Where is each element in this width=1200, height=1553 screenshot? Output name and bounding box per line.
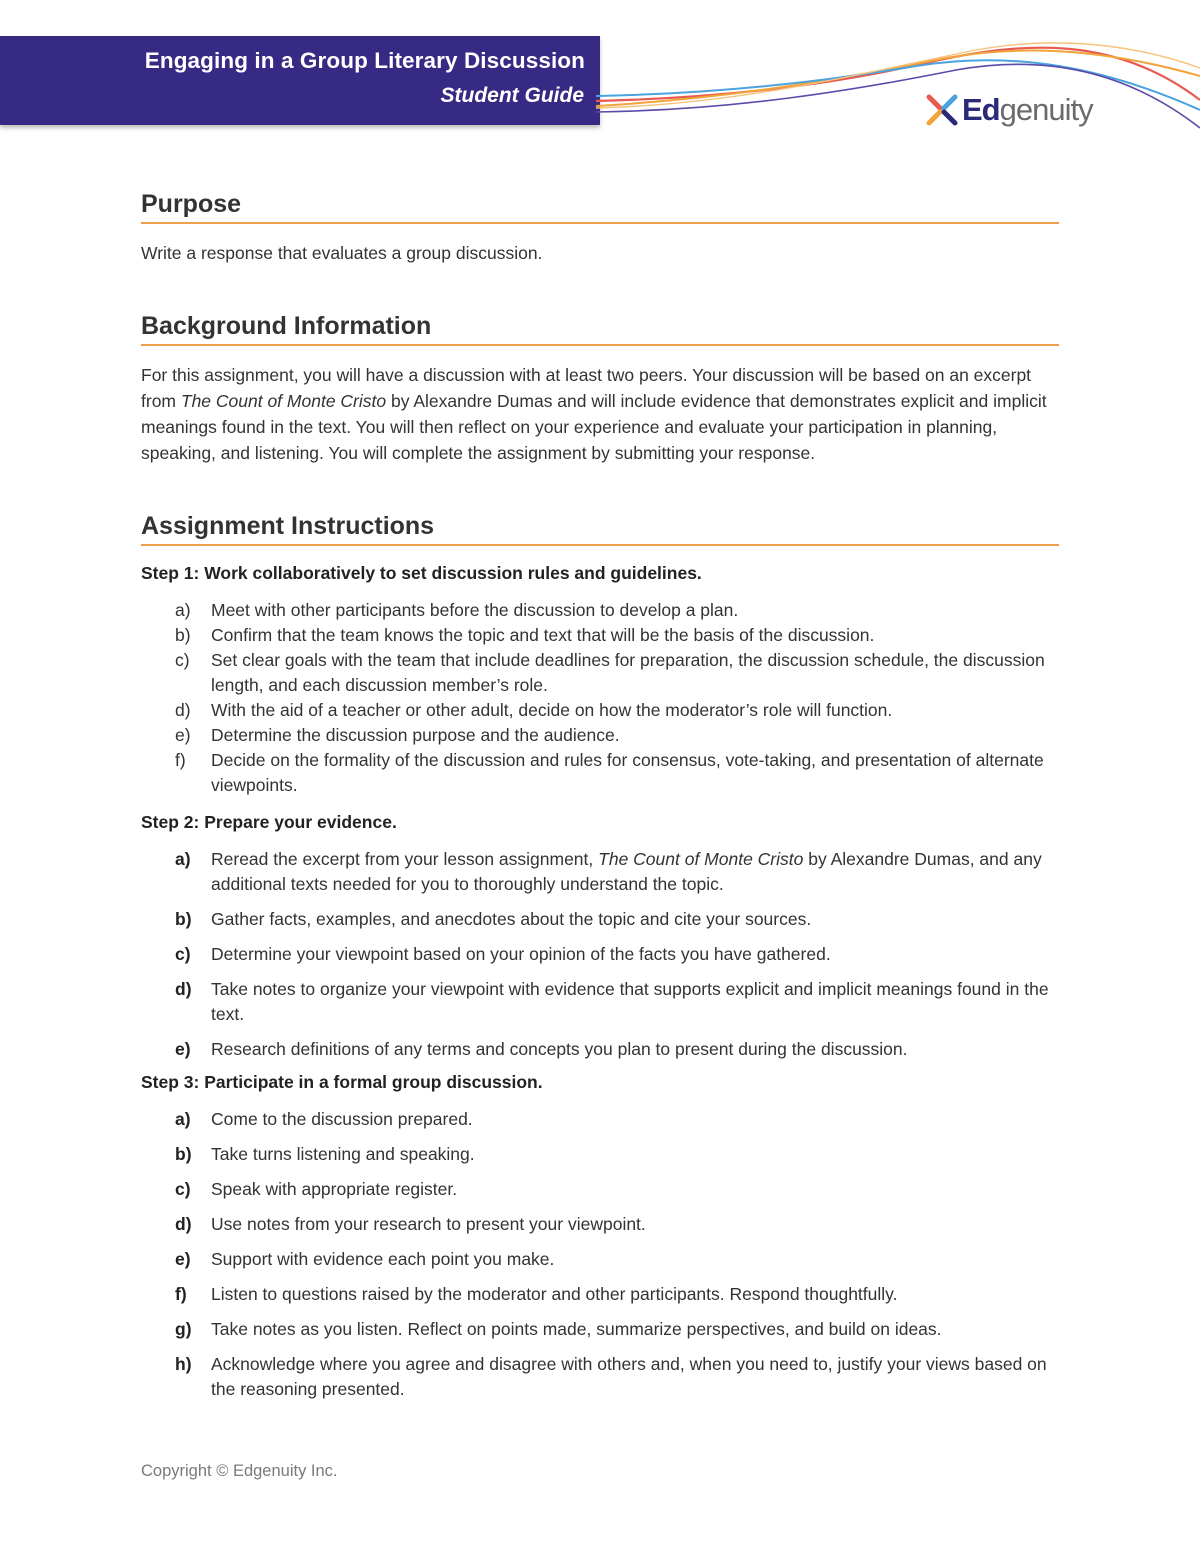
logo-wordmark: Edgenuity bbox=[962, 92, 1093, 127]
list-item bbox=[141, 1107, 1059, 1132]
document-body bbox=[141, 190, 1059, 1412]
book-title: The Count of Monte Cristo bbox=[598, 849, 804, 869]
list-item-text: Research definitions of any terms and concepts you plan to present during the discussion. bbox=[211, 1039, 908, 1059]
list-item-marker: f) bbox=[175, 1284, 187, 1304]
document-title: Engaging in a Group Literary Discussion bbox=[144, 48, 585, 73]
step3-heading: Step 3: Participate in a formal group discussion. bbox=[141, 1072, 543, 1092]
list-item-text: Take notes as you listen. Reflect on points made, summarize perspectives, and build on ideas. bbox=[211, 1319, 942, 1339]
assignment-heading: Assignment Instructions bbox=[141, 512, 1059, 546]
list-item bbox=[141, 623, 1059, 648]
list-item-text: With the aid of a teacher or other adult, decide on how the moderator’s role will function. bbox=[211, 700, 893, 720]
list-item-marker: g) bbox=[175, 1319, 192, 1339]
list-item-marker: b) bbox=[175, 1144, 192, 1164]
list-item bbox=[141, 723, 1059, 748]
list-item-marker: c) bbox=[175, 944, 191, 964]
list-item-text: Support with evidence each point you make. bbox=[211, 1249, 555, 1269]
step2-list bbox=[141, 847, 1059, 897]
list-item-marker: b) bbox=[175, 909, 192, 929]
list-item bbox=[141, 1142, 1059, 1167]
list-item-text: Meet with other participants before the discussion to develop a plan. bbox=[211, 600, 739, 620]
step2-list-rest bbox=[141, 907, 1059, 1062]
list-item bbox=[141, 698, 1059, 723]
list-item-marker: e) bbox=[175, 1249, 191, 1269]
list-item-text: Gather facts, examples, and anecdotes about the topic and cite your sources. bbox=[211, 909, 812, 929]
list-item-text: Listen to questions raised by the moderator and other participants. Respond thoughtfully. bbox=[211, 1284, 898, 1304]
list-item-text: Use notes from your research to present your viewpoint. bbox=[211, 1214, 646, 1234]
list-item bbox=[141, 1352, 1059, 1402]
list-item-text: Come to the discussion prepared. bbox=[211, 1109, 473, 1129]
list-item-marker: c) bbox=[175, 1179, 191, 1199]
list-item-marker: e) bbox=[175, 1039, 191, 1059]
list-item-marker: a) bbox=[175, 1109, 191, 1129]
list-item-text: Confirm that the team knows the topic and text that will be the basis of the discussion. bbox=[211, 625, 875, 645]
background-text: For this assignment, you will have a discussion with at least two peers. Your discussion will be based on an excerpt from The Count of Monte Cristo by Alexandre Dumas and will include evidence that demonstrates explicit and implicit meanings found in the text. You will then reflect on your experience and evaluate your participation in planning, speaking, and listening. You will complete the assignment by submitting your response. bbox=[141, 365, 1047, 463]
list-item-marker: c) bbox=[175, 650, 190, 670]
purpose-text: Write a response that evaluates a group discussion. bbox=[141, 243, 543, 263]
list-item bbox=[141, 1282, 1059, 1307]
list-item-text: Acknowledge where you agree and disagree with others and, when you need to, justify your views based on the reasoning presented. bbox=[211, 1354, 1047, 1399]
list-item-marker: d) bbox=[175, 700, 191, 720]
list-item bbox=[141, 977, 1059, 1027]
list-item bbox=[141, 1037, 1059, 1062]
header-band bbox=[0, 36, 600, 125]
copyright-footer: Copyright © Edgenuity Inc. bbox=[141, 1462, 338, 1480]
decorative-waves bbox=[596, 28, 1200, 138]
list-item-text: Take notes to organize your viewpoint with evidence that supports explicit and implicit meanings found in the text. bbox=[211, 979, 1049, 1024]
list-item bbox=[141, 1247, 1059, 1272]
list-item-marker: d) bbox=[175, 1214, 192, 1234]
list-item bbox=[141, 748, 1059, 798]
background-heading: Background Information bbox=[141, 312, 1059, 346]
list-item bbox=[141, 1317, 1059, 1342]
list-item-marker: f) bbox=[175, 750, 186, 770]
book-title: The Count of Monte Cristo bbox=[180, 391, 387, 411]
list-item-text: Determine your viewpoint based on your opinion of the facts you have gathered. bbox=[211, 944, 831, 964]
list-item bbox=[141, 1212, 1059, 1237]
list-item-marker: e) bbox=[175, 725, 191, 745]
list-item-marker: d) bbox=[175, 979, 192, 999]
list-item-text: Set clear goals with the team that include deadlines for preparation, the discussion schedule, the discussion length, and each discussion member’s role. bbox=[211, 650, 1045, 695]
document-subtitle: Student Guide bbox=[440, 84, 584, 107]
list-item-text: Determine the discussion purpose and the audience. bbox=[211, 725, 620, 745]
purpose-heading: Purpose bbox=[141, 190, 1059, 224]
edgenuity-logo bbox=[926, 88, 1093, 132]
list-item-text: Take turns listening and speaking. bbox=[211, 1144, 475, 1164]
step2-heading: Step 2: Prepare your evidence. bbox=[141, 812, 397, 832]
list-item bbox=[141, 1177, 1059, 1202]
list-item bbox=[141, 907, 1059, 932]
step3-list bbox=[141, 1107, 1059, 1402]
list-item-text: Speak with appropriate register. bbox=[211, 1179, 458, 1199]
edgenuity-x-icon bbox=[926, 94, 958, 126]
step1-list bbox=[141, 598, 1059, 798]
list-item-marker: h) bbox=[175, 1354, 192, 1374]
list-item bbox=[141, 648, 1059, 698]
list-item-marker: a) bbox=[175, 600, 191, 620]
step1-heading: Step 1: Work collaboratively to set discussion rules and guidelines. bbox=[141, 563, 702, 583]
list-item-text: Decide on the formality of the discussion and rules for consensus, vote-taking, and presentation of alternate viewpoints. bbox=[211, 750, 1044, 795]
list-item bbox=[141, 598, 1059, 623]
list-item bbox=[141, 942, 1059, 967]
list-item: a) Reread the excerpt from your lesson assignment, The Count of Monte Cristo by Alexandre Dumas, and any additional texts needed for you to thoroughly understand the topic. bbox=[175, 849, 1042, 894]
list-item-marker: b) bbox=[175, 625, 191, 645]
